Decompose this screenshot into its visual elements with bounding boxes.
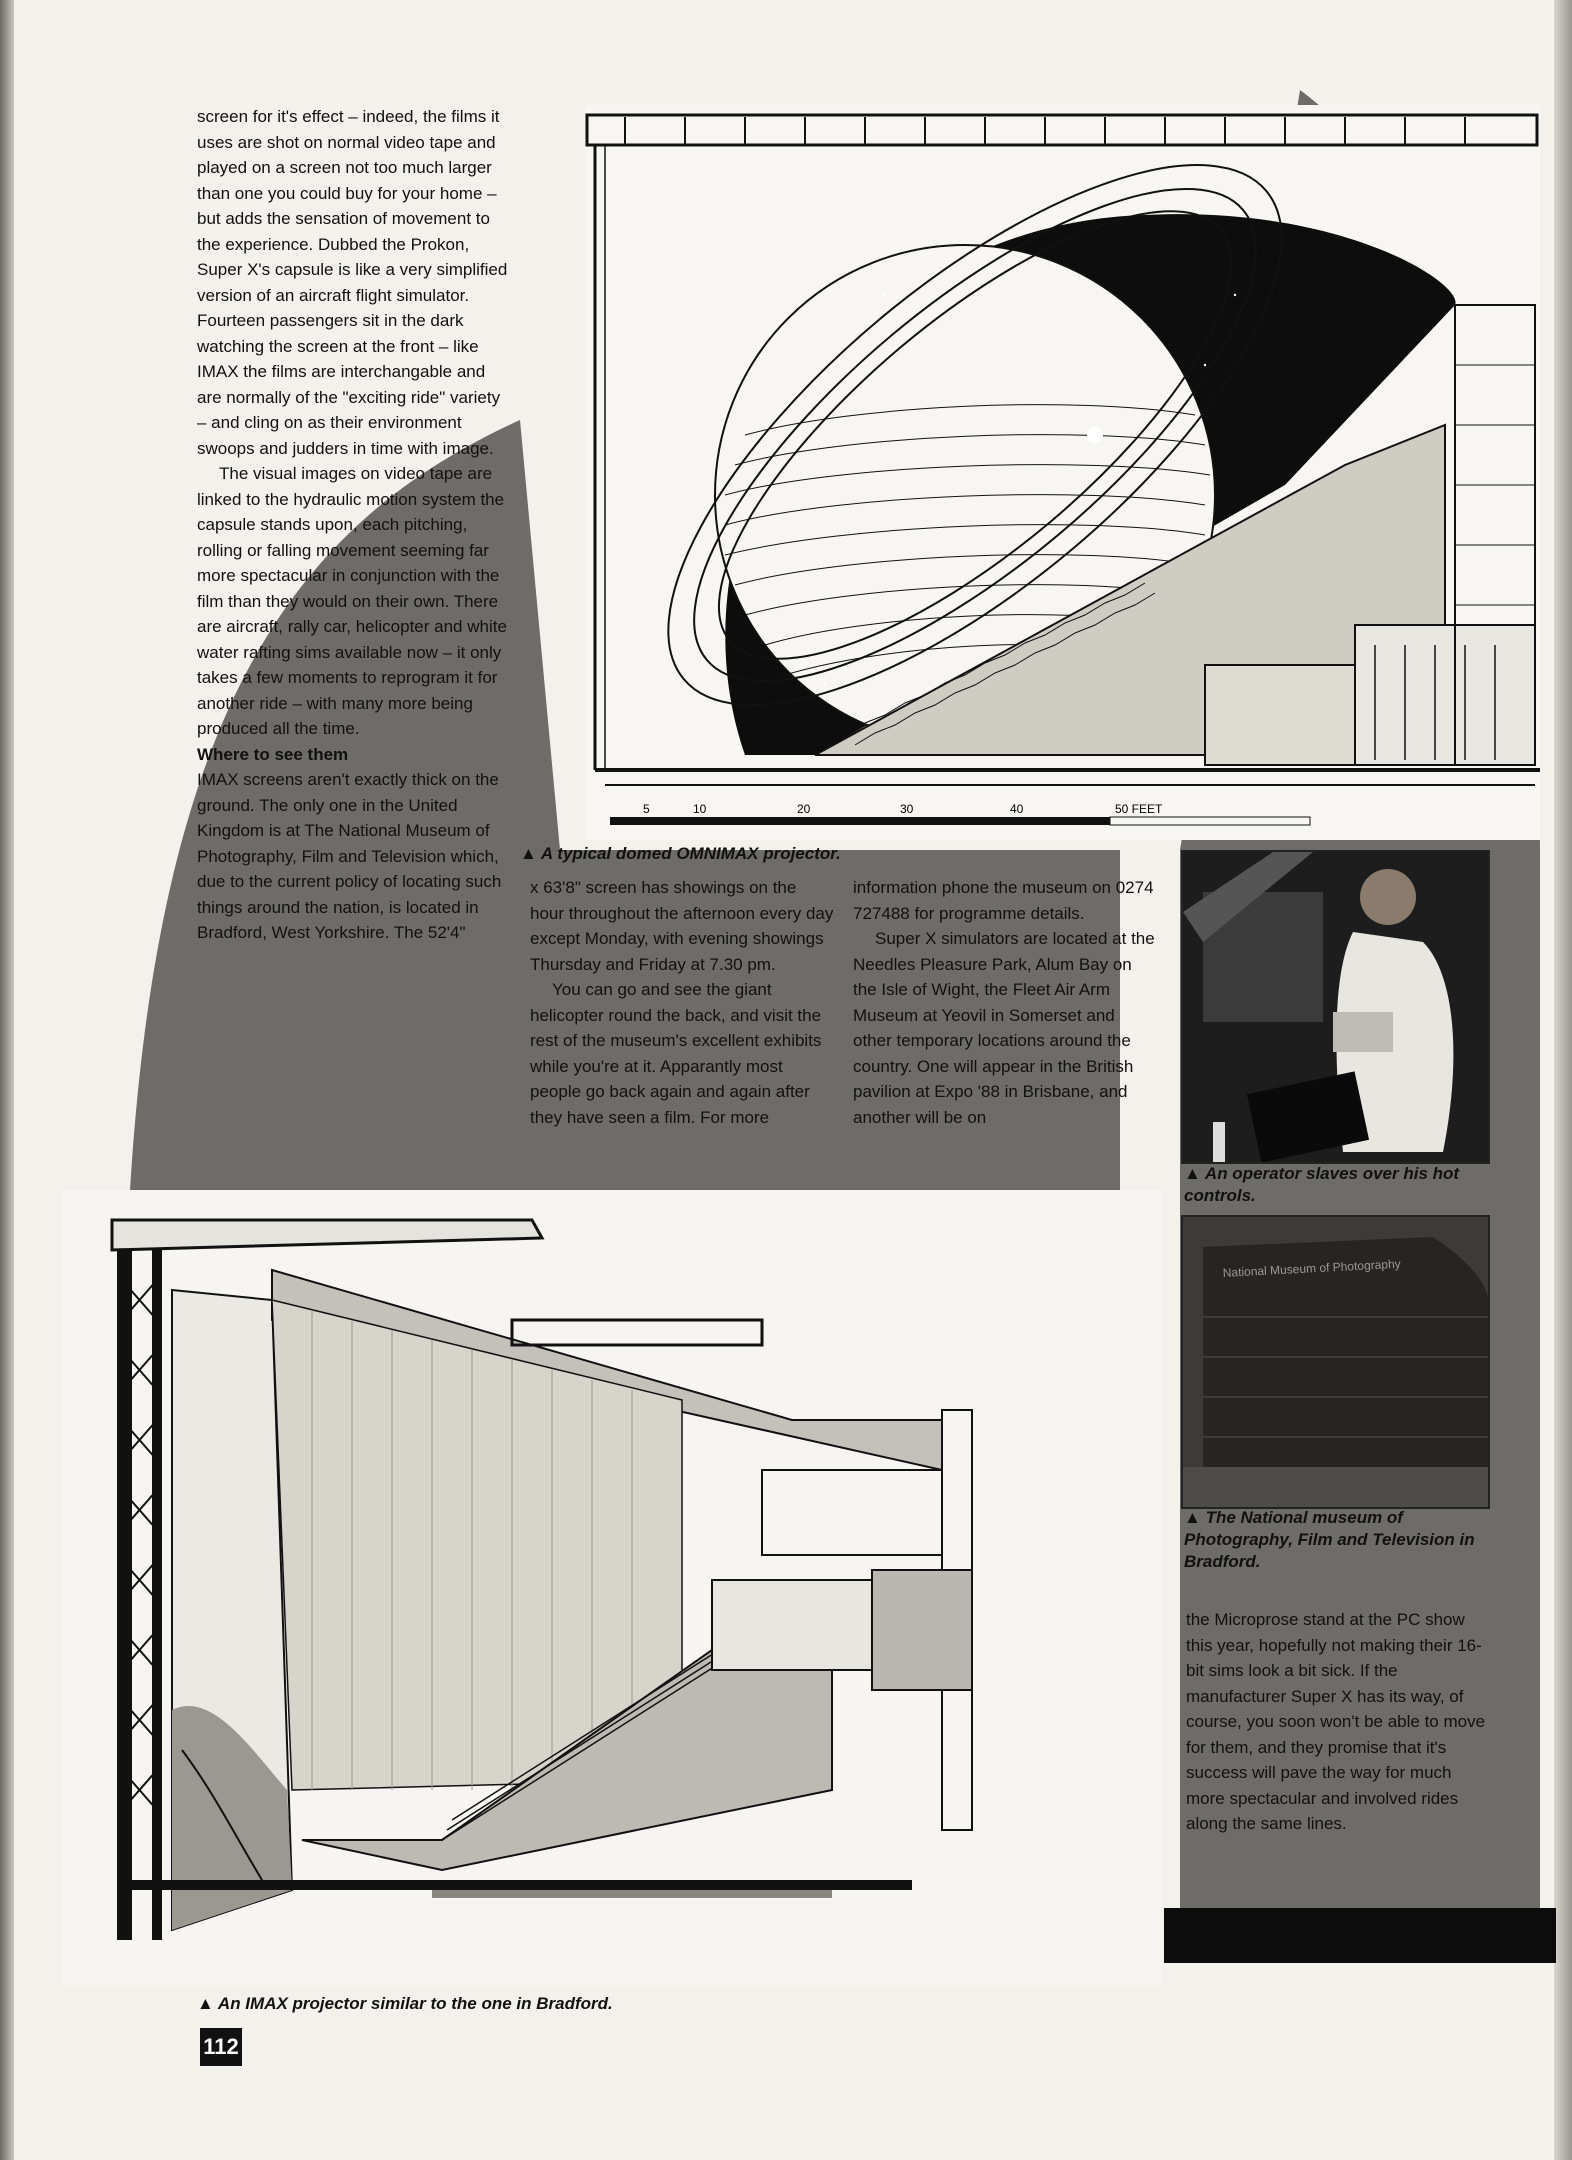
- paragraph: screen for it's effect – indeed, the films it uses are shot on normal video tape and played on a screen not too much larger than one you could buy for your home – but adds the sensation of movement to the experience. Dubbed the Prokon, Super X's capsule is like a very simplified version of an aircraft flight simulator. Fourteen passengers sit in the dark watching the screen at the front – like IMAX the films are interchangable and are normally of the "exciting ride" variety – and cling on as their environment swoops and judders in time with image.: [197, 107, 508, 458]
- caption-text: An IMAX projector similar to the one in Bradford.: [217, 1994, 613, 2013]
- caption-omnimax: [520, 843, 990, 865]
- black-divider-bar: [1164, 1908, 1556, 1963]
- body-column-middle: [530, 875, 835, 1130]
- operator-photo: [1181, 850, 1490, 1164]
- caption-text: A typical domed OMNIMAX projector.: [540, 844, 841, 863]
- paragraph: The visual images on video tape are linked to the hydraulic motion system the capsule stands upon, each pitching, rolling or falling movement seeming far more spectacular in conjunction with the film than they would on their own. There are aircraft, rally car, helicopter and white water rafting sims available now – it only takes a few moments to reprogram it for another ride – with many more being produced all the time.: [197, 464, 507, 738]
- museum-building-photo: [1181, 1215, 1490, 1509]
- caption-museum: [1184, 1507, 1504, 1573]
- body-column-far-right: [1186, 1607, 1491, 1837]
- scale-tick-10: 10: [693, 802, 707, 816]
- caption-text: An operator slaves over his hot controls.: [1184, 1164, 1460, 1205]
- museum-sign-text: National Museum of Photography: [1222, 1256, 1402, 1280]
- caption-triangle-icon: ▲: [1184, 1164, 1205, 1183]
- caption-triangle-icon: ▲: [1184, 1508, 1206, 1527]
- caption-operator: [1184, 1163, 1484, 1207]
- paragraph: information phone the museum on 0274 727488 for programme details.: [853, 878, 1154, 923]
- imax-cutaway-drawing: [62, 1190, 1162, 1985]
- paragraph: the Microprose stand at the PC show this year, hopefully not making their 16-bit sims look a bit sick. If the manufacturer Super X has its way, of course, you soon won't be able to move for them, and they promise that it's success will pave the way for much more spectacular and involved rides along the same lines.: [1186, 1610, 1486, 1833]
- paragraph: x 63'8" screen has showings on the hour throughout the afternoon every day except Monday, with evening showings Thursday and Friday at 7.30 pm.: [530, 878, 834, 974]
- caption-triangle-icon: ▲: [197, 1994, 218, 2013]
- section-heading: Where to see them: [197, 744, 349, 764]
- paragraph: IMAX screens aren't exactly thick on the ground. The only one in the United Kingdom is at The National Museum of Photography, Film and Television which, due to the current policy of locating such things around the nation, is located in Bradford, West Yorkshire. The 52'4": [197, 770, 502, 942]
- scale-tick-30: 30: [900, 802, 914, 816]
- caption-triangle-icon: ▲: [520, 844, 541, 863]
- page-number: 112: [200, 2028, 242, 2066]
- scale-tick-20: 20: [797, 802, 811, 816]
- caption-imax: [197, 1993, 797, 2015]
- body-column-right: [853, 875, 1158, 1130]
- paragraph: You can go and see the giant helicopter round the back, and visit the rest of the museum's excellent exhibits while you're at it. Apparantly most people go back again and again after they have seen a film. For more: [530, 980, 822, 1127]
- omnimax-cutaway-drawing: [585, 105, 1540, 840]
- scale-tick-50: 50 FEET: [1115, 802, 1163, 816]
- scale-tick-5: 5: [643, 802, 650, 816]
- body-column-left: [197, 104, 509, 946]
- paragraph: Super X simulators are located at the Needles Pleasure Park, Alum Bay on the Isle of Wight, the Fleet Air Arm Museum at Yeovil in Somerset and other temporary locations around the country. One will appear in the British pavilion at Expo '88 in Brisbane, and another will be on: [853, 929, 1155, 1127]
- caption-text: The National museum of Photography, Film and Television in Bradford.: [1184, 1508, 1475, 1571]
- scale-tick-40: 40: [1010, 802, 1024, 816]
